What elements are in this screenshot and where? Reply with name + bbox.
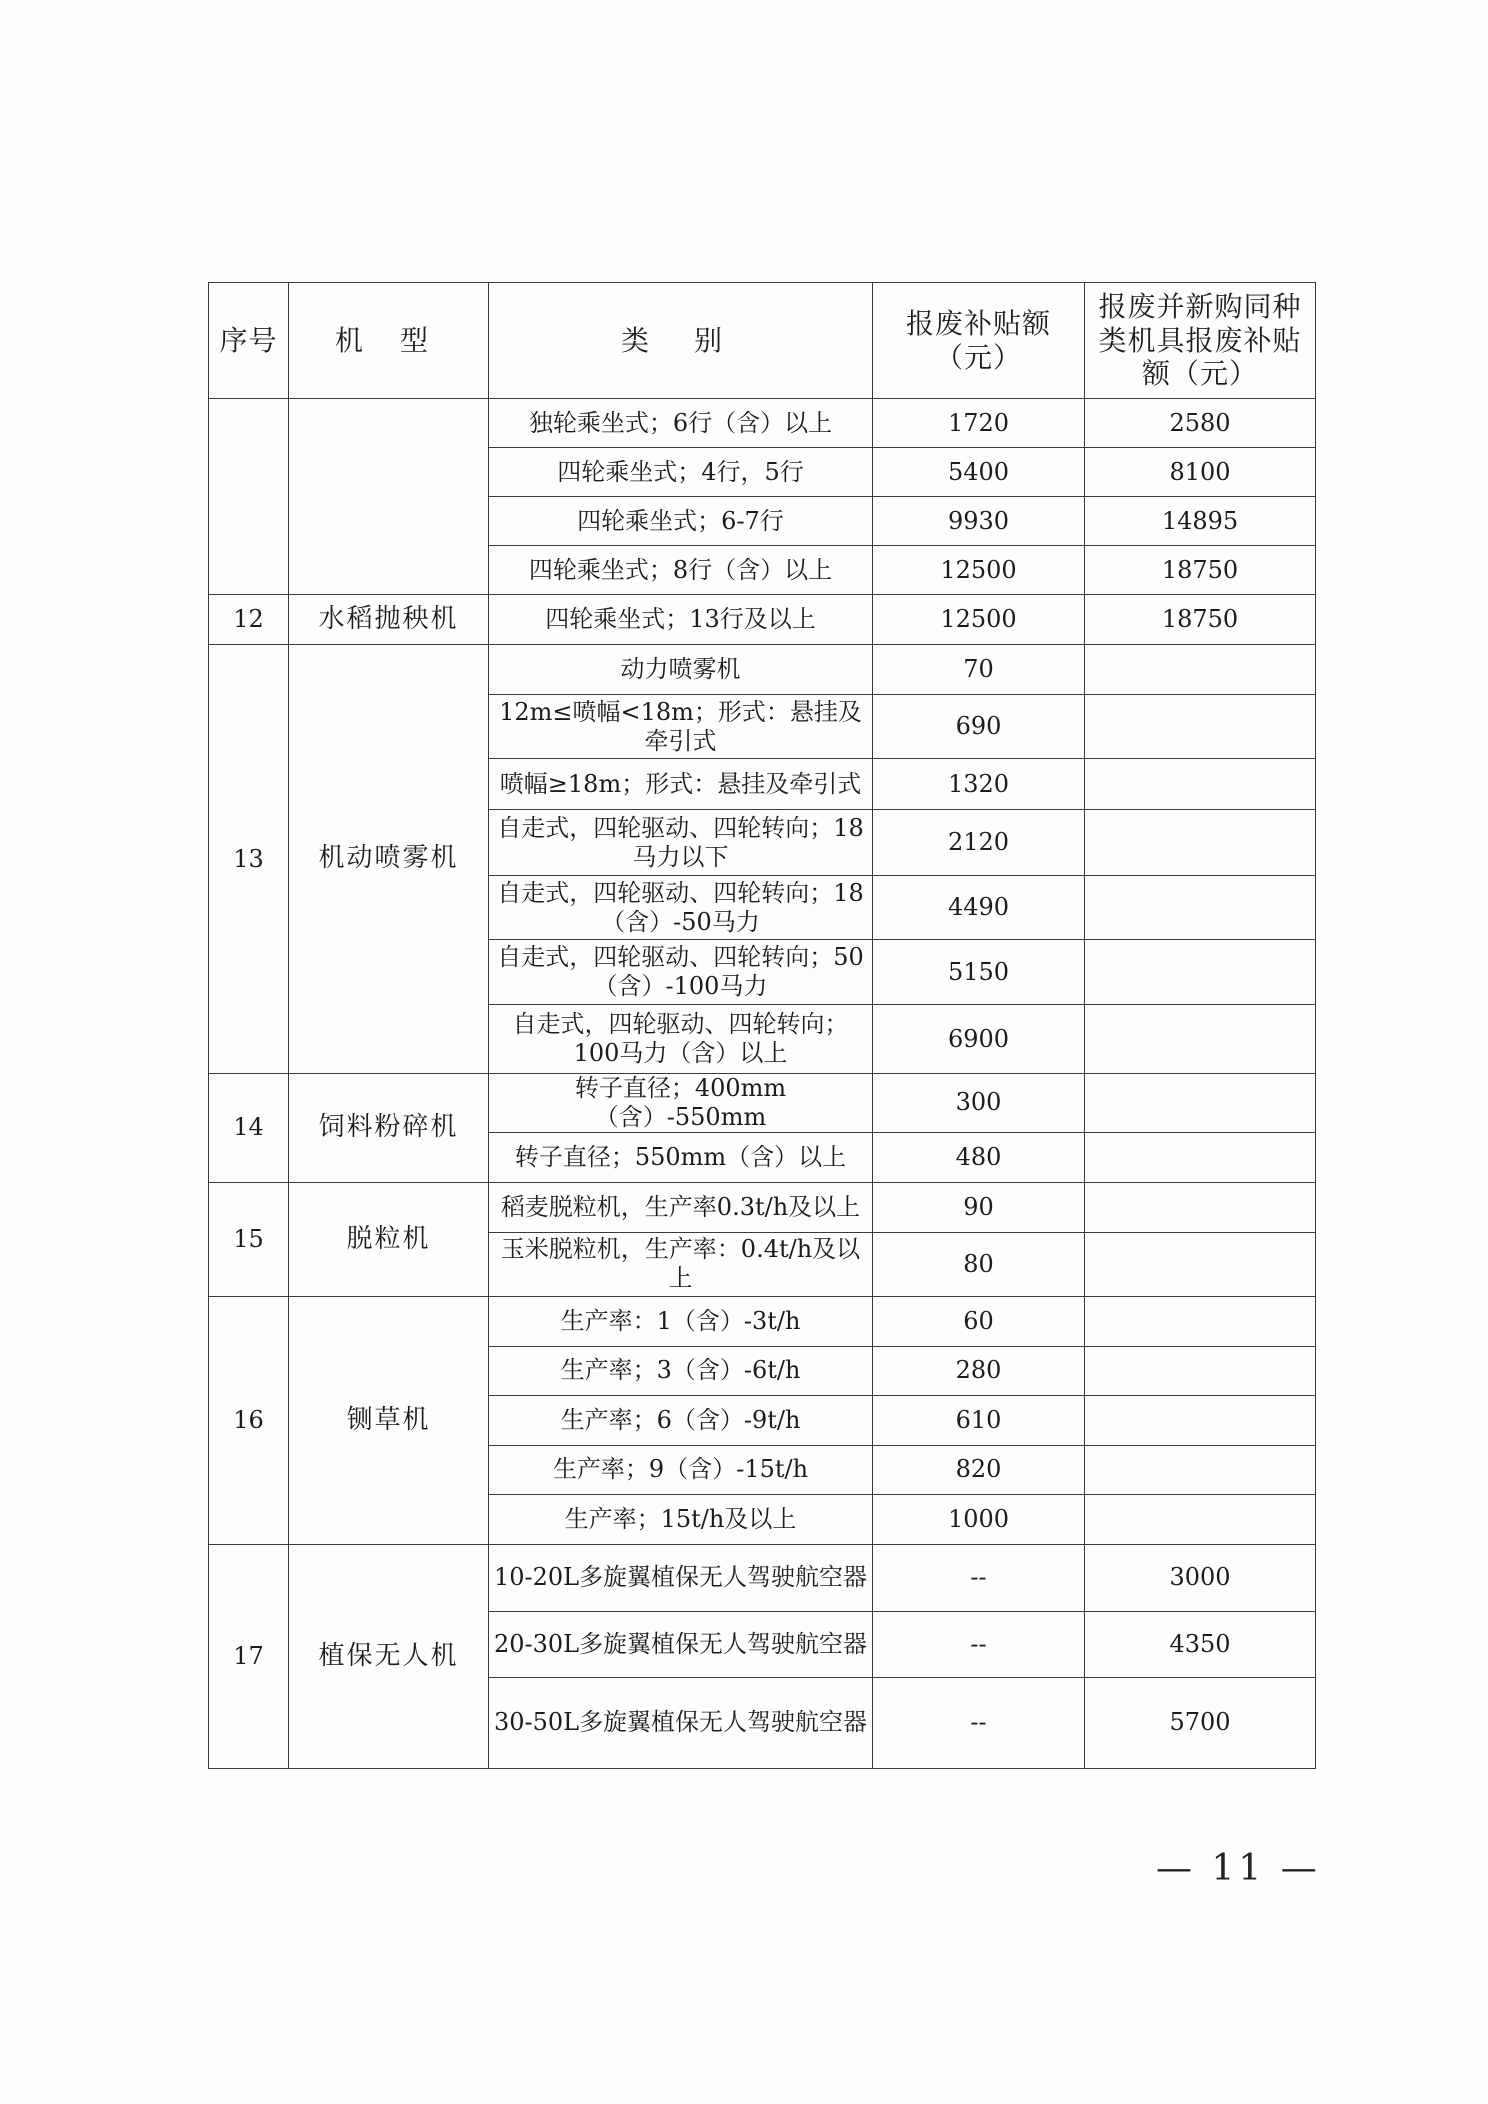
category-cell: 四轮乘坐式；13行及以上 <box>489 595 873 645</box>
scrap-subsidy-cell: -- <box>873 1611 1085 1677</box>
category-cell: 自走式，四轮驱动、四轮转向；100马力（含）以上 <box>489 1005 873 1074</box>
scrap-new-subsidy-cell <box>1085 1395 1316 1445</box>
table-row <box>209 595 1316 645</box>
machine-type: 铡草机 <box>289 1296 489 1544</box>
category-cell: 四轮乘坐式；4行，5行 <box>489 448 873 497</box>
scrap-subsidy-cell: 690 <box>873 695 1085 759</box>
scrap-new-subsidy-cell: 4350 <box>1085 1611 1316 1677</box>
page-number: — 11 — <box>1156 1848 1321 1889</box>
machine-type: 水稻抛秧机 <box>289 595 489 645</box>
category-cell: 稻麦脱粒机，生产率0.3t/h及以上 <box>489 1182 873 1232</box>
scrap-subsidy-cell: 610 <box>873 1395 1085 1445</box>
row-number: 15 <box>209 1182 289 1296</box>
row-number: 13 <box>209 645 289 1074</box>
machine-type: 饲料粉碎机 <box>289 1074 489 1183</box>
category-cell: 生产率；9（含）-15t/h <box>489 1445 873 1494</box>
scrap-subsidy-cell: 90 <box>873 1182 1085 1232</box>
category-cell: 生产率；15t/h及以上 <box>489 1494 873 1544</box>
table-row <box>209 1182 1316 1232</box>
subsidy-table <box>208 282 1316 1769</box>
scrap-new-subsidy-cell <box>1085 1494 1316 1544</box>
scrap-subsidy-cell: 1720 <box>873 399 1085 448</box>
category-cell: 10-20L多旋翼植保无人驾驶航空器 <box>489 1544 873 1611</box>
scrap-new-subsidy-cell <box>1085 1232 1316 1296</box>
scrap-subsidy-cell: 1320 <box>873 759 1085 810</box>
table-row <box>209 1074 1316 1133</box>
category-cell: 20-30L多旋翼植保无人驾驶航空器 <box>489 1611 873 1677</box>
scrap-subsidy-cell: -- <box>873 1677 1085 1768</box>
category-cell: 喷幅≥18m；形式：悬挂及牵引式 <box>489 759 873 810</box>
scrap-new-subsidy-cell <box>1085 876 1316 940</box>
header-machine-type: 机 型 <box>289 283 489 399</box>
category-cell: 动力喷雾机 <box>489 645 873 695</box>
scrap-new-subsidy-cell <box>1085 940 1316 1005</box>
scrap-subsidy-cell: 280 <box>873 1346 1085 1395</box>
header-scrap-new-subsidy: 报废并新购同种类机具报废补贴额（元） <box>1085 283 1316 399</box>
scrap-subsidy-cell: 12500 <box>873 546 1085 595</box>
row-number: 12 <box>209 595 289 645</box>
machine-type <box>289 399 489 595</box>
category-cell: 转子直径；400mm（含）-550mm <box>489 1074 873 1133</box>
row-number: 16 <box>209 1296 289 1544</box>
category-cell: 生产率；6（含）-9t/h <box>489 1395 873 1445</box>
row-number: 14 <box>209 1074 289 1183</box>
table-row <box>209 1296 1316 1346</box>
header-no: 序号 <box>209 283 289 399</box>
row-number <box>209 399 289 595</box>
scrap-new-subsidy-cell: 3000 <box>1085 1544 1316 1611</box>
category-cell: 四轮乘坐式；6-7行 <box>489 497 873 546</box>
scrap-new-subsidy-cell <box>1085 1074 1316 1133</box>
scrap-new-subsidy-cell <box>1085 695 1316 759</box>
category-cell: 玉米脱粒机，生产率：0.4t/h及以上 <box>489 1232 873 1296</box>
scrap-subsidy-cell: 1000 <box>873 1494 1085 1544</box>
machine-type: 机动喷雾机 <box>289 645 489 1074</box>
header-category: 类 别 <box>489 283 873 399</box>
scrap-subsidy-cell: 60 <box>873 1296 1085 1346</box>
scrap-new-subsidy-cell: 2580 <box>1085 399 1316 448</box>
scrap-subsidy-cell: 6900 <box>873 1005 1085 1074</box>
category-cell: 生产率：1（含）-3t/h <box>489 1296 873 1346</box>
scrap-new-subsidy-cell <box>1085 1182 1316 1232</box>
table-row <box>209 399 1316 448</box>
table-row <box>209 1544 1316 1611</box>
scrap-subsidy-cell: 9930 <box>873 497 1085 546</box>
scrap-subsidy-cell: 5400 <box>873 448 1085 497</box>
scrap-new-subsidy-cell: 5700 <box>1085 1677 1316 1768</box>
machine-type: 植保无人机 <box>289 1544 489 1768</box>
machine-type: 脱粒机 <box>289 1182 489 1296</box>
scrap-subsidy-cell: 300 <box>873 1074 1085 1133</box>
scrap-subsidy-cell: 5150 <box>873 940 1085 1005</box>
scrap-subsidy-cell: 4490 <box>873 876 1085 940</box>
scrap-new-subsidy-cell <box>1085 645 1316 695</box>
scrap-new-subsidy-cell <box>1085 1132 1316 1182</box>
category-cell: 自走式，四轮驱动、四轮转向；50（含）-100马力 <box>489 940 873 1005</box>
scrap-new-subsidy-cell: 8100 <box>1085 448 1316 497</box>
scrap-new-subsidy-cell: 18750 <box>1085 595 1316 645</box>
scrap-new-subsidy-cell <box>1085 1445 1316 1494</box>
category-cell: 30-50L多旋翼植保无人驾驶航空器 <box>489 1677 873 1768</box>
category-cell: 自走式，四轮驱动、四轮转向；18马力以下 <box>489 810 873 876</box>
scrap-subsidy-cell: -- <box>873 1544 1085 1611</box>
scrap-new-subsidy-cell <box>1085 759 1316 810</box>
header-scrap-subsidy: 报废补贴额（元） <box>873 283 1085 399</box>
scrap-new-subsidy-cell: 18750 <box>1085 546 1316 595</box>
scrap-new-subsidy-cell <box>1085 1296 1316 1346</box>
scrap-subsidy-cell: 70 <box>873 645 1085 695</box>
scrap-subsidy-cell: 480 <box>873 1132 1085 1182</box>
table-header-row <box>209 283 1316 399</box>
scrap-new-subsidy-cell <box>1085 1346 1316 1395</box>
table-row <box>209 645 1316 695</box>
category-cell: 12m≤喷幅<18m；形式：悬挂及牵引式 <box>489 695 873 759</box>
scrap-new-subsidy-cell <box>1085 810 1316 876</box>
scrap-subsidy-cell: 820 <box>873 1445 1085 1494</box>
category-cell: 四轮乘坐式；8行（含）以上 <box>489 546 873 595</box>
scrap-subsidy-cell: 2120 <box>873 810 1085 876</box>
category-cell: 生产率；3（含）-6t/h <box>489 1346 873 1395</box>
category-cell: 转子直径；550mm（含）以上 <box>489 1132 873 1182</box>
category-cell: 自走式，四轮驱动、四轮转向；18（含）-50马力 <box>489 876 873 940</box>
scrap-new-subsidy-cell <box>1085 1005 1316 1074</box>
scrap-subsidy-cell: 12500 <box>873 595 1085 645</box>
category-cell: 独轮乘坐式；6行（含）以上 <box>489 399 873 448</box>
scrap-subsidy-cell: 80 <box>873 1232 1085 1296</box>
scrap-new-subsidy-cell: 14895 <box>1085 497 1316 546</box>
row-number: 17 <box>209 1544 289 1768</box>
